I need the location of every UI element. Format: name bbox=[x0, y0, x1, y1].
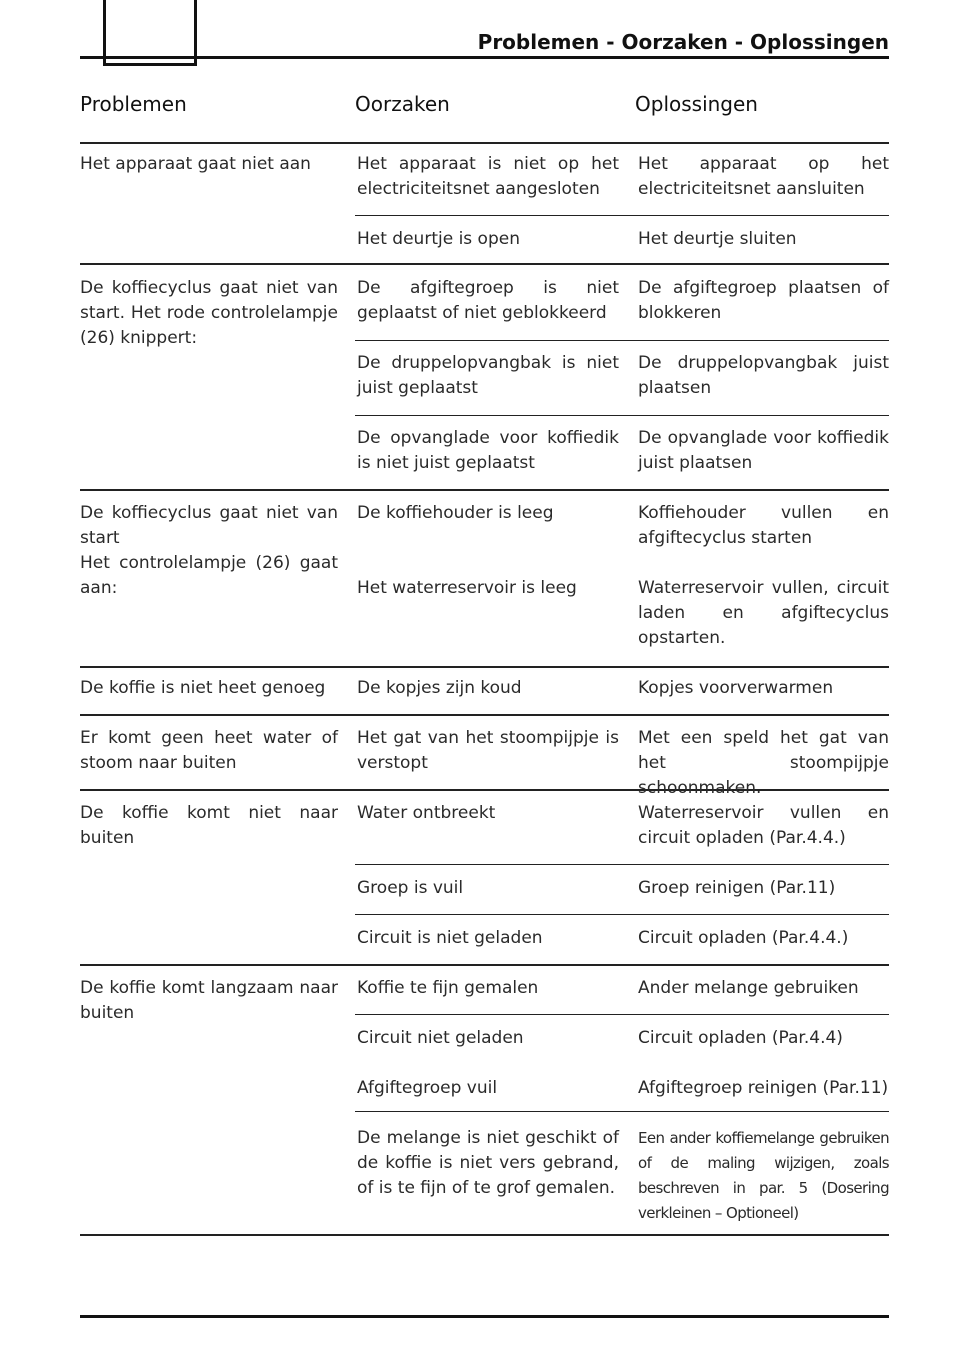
header-rule bbox=[80, 56, 889, 59]
problem-cell: De koffie komt langzaam naar buiten bbox=[80, 978, 338, 1023]
table-header-rule bbox=[80, 142, 889, 144]
sub-row-divider bbox=[355, 864, 889, 865]
cause-cell: Het apparaat is niet op het electriciteitsnet aangesloten bbox=[357, 154, 619, 199]
sub-row-divider bbox=[355, 215, 889, 216]
solution-cell: Ander melange gebruiken bbox=[638, 978, 859, 998]
cause-cell: De druppelopvangbak is niet juist geplaatst bbox=[357, 353, 619, 398]
column-header-solutions: Oplossingen bbox=[635, 92, 758, 116]
row-divider bbox=[80, 489, 889, 491]
problem-cell: Er komt geen heet water of stoom naar buiten bbox=[80, 728, 338, 773]
cause-cell: De opvanglade voor koffiedik is niet juist geplaatst bbox=[357, 428, 619, 473]
solution-cell: Waterreservoir vullen en circuit opladen (Par.4.4.) bbox=[638, 803, 889, 848]
solution-cell: De druppelopvangbak juist plaatsen bbox=[638, 353, 889, 398]
column-header-problems: Problemen bbox=[80, 92, 187, 116]
solution-cell: De opvanglade voor koffiedik juist plaatsen bbox=[638, 428, 889, 473]
problem-cell: De koffiecyclus gaat niet van start. Het rode controlelampje (26) knippert: bbox=[80, 278, 338, 348]
row-divider bbox=[80, 964, 889, 966]
cause-cell: Water ontbreekt bbox=[357, 803, 496, 823]
solution-cell: Groep reinigen (Par.11) bbox=[638, 878, 836, 898]
solution-cell: Koffiehouder vullen en afgiftecyclus starten bbox=[638, 503, 889, 548]
sub-row-divider bbox=[355, 914, 889, 915]
column-header-causes: Oorzaken bbox=[355, 92, 450, 116]
solution-cell: De afgiftegroep plaatsen of blokkeren bbox=[638, 278, 889, 323]
solution-cell: Afgiftegroep reinigen (Par.11) bbox=[638, 1078, 889, 1098]
problem-cell: De koffie komt niet naar buiten bbox=[80, 803, 338, 848]
cause-cell: Circuit is niet geladen bbox=[357, 928, 543, 948]
solution-cell: Met een speld het gat van het stoompijpje schoonmaken. bbox=[638, 728, 889, 798]
sub-row-divider bbox=[355, 1111, 889, 1112]
sub-row-divider bbox=[355, 340, 889, 341]
solution-cell: Waterreservoir vullen, circuit laden en afgiftecyclus opstarten. bbox=[638, 578, 889, 648]
cause-cell: Groep is vuil bbox=[357, 878, 464, 898]
solution-cell: Circuit opladen (Par.4.4.) bbox=[638, 928, 849, 948]
solution-cell: Het deurtje sluiten bbox=[638, 229, 797, 249]
solution-cell: Kopjes voorverwarmen bbox=[638, 678, 834, 698]
solution-cell: Circuit opladen (Par.4.4) bbox=[638, 1028, 843, 1048]
solution-cell: Het apparaat op het electriciteitsnet aansluiten bbox=[638, 154, 889, 199]
row-divider bbox=[80, 714, 889, 716]
cause-cell: De afgiftegroep is niet geplaatst of niet geblokkeerd bbox=[357, 278, 619, 323]
cause-cell: De koffiehouder is leeg bbox=[357, 503, 554, 523]
cause-cell: Het gat van het stoompijpje is verstopt bbox=[357, 728, 619, 773]
cause-cell: Koffie te fijn gemalen bbox=[357, 978, 539, 998]
table-bottom-rule bbox=[80, 1234, 889, 1236]
sub-row-divider bbox=[355, 1014, 889, 1015]
row-divider bbox=[80, 263, 889, 265]
cause-cell: De kopjes zijn koud bbox=[357, 678, 522, 698]
row-divider bbox=[80, 666, 889, 668]
page-title: Problemen - Oorzaken - Oplossingen bbox=[477, 30, 889, 54]
footer-rule bbox=[80, 1315, 889, 1318]
problem-cell: De koffiecyclus gaat niet van start Het controlelampje (26) gaat aan: bbox=[80, 503, 338, 598]
cause-cell: De melange is niet geschikt of de koffie is niet vers gebrand, of is te fijn of te grof gemalen. bbox=[357, 1128, 619, 1198]
cause-cell: Circuit niet geladen bbox=[357, 1028, 524, 1048]
cause-cell: Het waterreservoir is leeg bbox=[357, 578, 577, 598]
cause-cell: Afgiftegroep vuil bbox=[357, 1078, 498, 1098]
solution-cell: Een ander koffiemelange gebruiken of de maling wijzigen, zoals beschreven in par. 5 (Dosering verkleinen – Optioneel) bbox=[638, 1129, 889, 1222]
problem-cell: Het apparaat gaat niet aan bbox=[80, 154, 311, 174]
cause-cell: Het deurtje is open bbox=[357, 229, 520, 249]
problem-cell: De koffie is niet heet genoeg bbox=[80, 678, 326, 698]
sub-row-divider bbox=[355, 415, 889, 416]
